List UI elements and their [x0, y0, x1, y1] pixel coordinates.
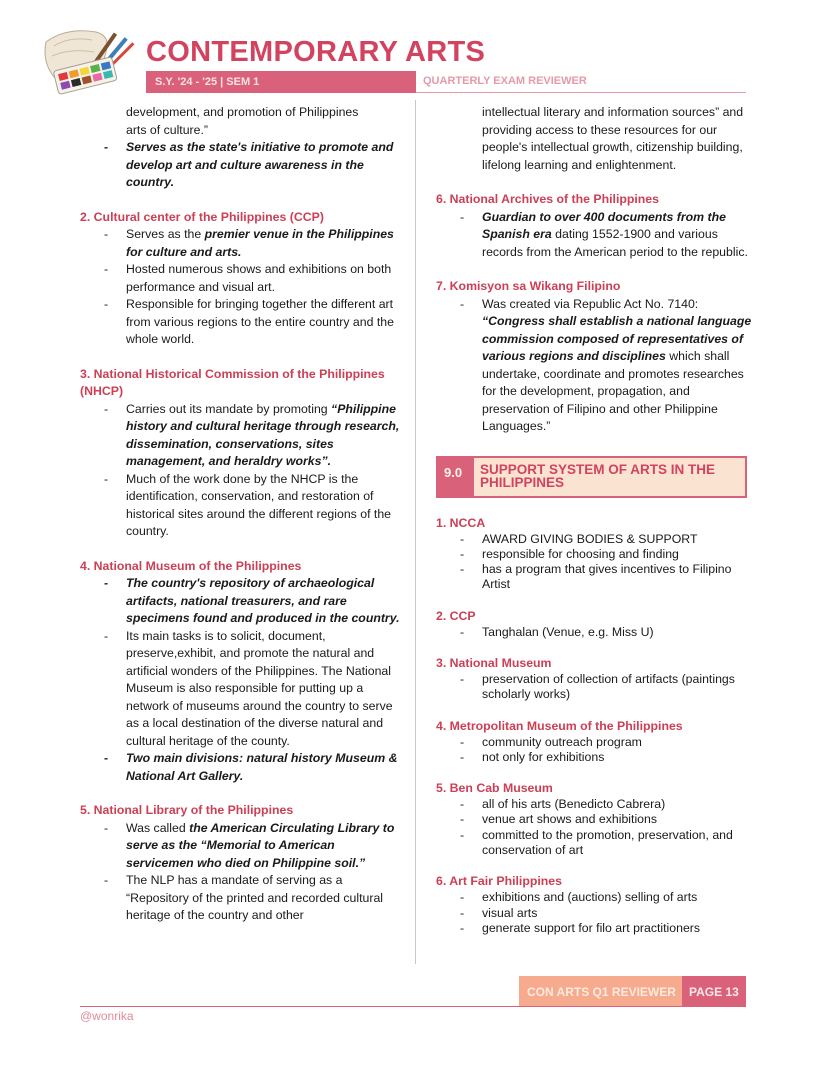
support-heading: 6. Art Fair Philippines — [436, 874, 562, 889]
list-item: - AWARD GIVING BODIES & SUPPORT — [436, 532, 754, 547]
list-item: - Carries out its mandate by promoting “Philippine history and cultural heritage through research, dissemination, conservations, sites management, and heraldry works”. — [80, 401, 400, 471]
section-heading: 5. National Library of the Philippines — [80, 803, 294, 817]
section-banner — [436, 456, 747, 498]
list-item: - Two main divisions: natural history Museum & National Art Gallery. — [80, 750, 400, 785]
support-heading: 1. NCCA — [436, 515, 486, 530]
left-column — [80, 104, 400, 925]
support-heading: 5. Ben Cab Museum — [436, 781, 553, 796]
continued-text: development, and promotion of Philippines arts of culture.” — [126, 105, 359, 137]
column-divider — [415, 100, 416, 964]
section-heading: 3. National Historical Commission of the Philippines (NHCP) — [80, 366, 385, 398]
header-divider — [416, 92, 746, 93]
list-item: - Much of the work done by the NHCP is the identification, conservation, and restoration of historical sites around the different regions of the country. — [80, 471, 400, 541]
section-heading: 6. National Archives of the Philippines — [436, 192, 659, 206]
section-title: SUPPORT SYSTEM OF ARTS IN THE PHILIPPINES — [480, 461, 716, 490]
list-item: - Serves as the premier venue in the Philippines for culture and arts. — [80, 226, 400, 261]
list-item: - The country's repository of archaeological artifacts, national treasurers, and rare specimens found and produced in the country. — [80, 575, 400, 628]
list-item: - Tanghalan (Venue, e.g. Miss U) — [436, 625, 754, 640]
section-heading: 2. Cultural center of the Philippines (CCP) — [80, 209, 324, 224]
list-item: - has a program that gives incentives to Filipino Artist — [436, 562, 754, 593]
page-number: PAGE 13 — [682, 976, 746, 1007]
school-year-band: S.Y. '24 - '25 | SEM 1 — [146, 71, 416, 93]
support-heading: 4. Metropolitan Museum of the Philippines — [436, 718, 683, 733]
list-item: - visual arts — [436, 906, 754, 921]
page-title: CONTEMPORARY ARTS — [146, 36, 486, 68]
footer-divider — [80, 1006, 746, 1007]
continued-text: intellectual literary and information sources” and providing access to these resources for our people's intellectual growth, citizenship building, lifelong learning and enlightenment. — [482, 105, 744, 172]
list-item: - preservation of collection of artifacts (paintings scholarly works) — [436, 672, 754, 703]
section-heading: 4. National Museum of the Philippines — [80, 558, 302, 573]
list-item: - Its main tasks is to solicit, document, preserve,exhibit, and promote the natural and artificial wonders of the Philippines. The National Museum is also responsible for putting up a network of museums around the country to serve as a local destination of the diverse natural and cultural heritage of the county. — [80, 628, 400, 751]
section-number: 9.0 — [436, 456, 474, 498]
list-item: - Responsible for bringing together the different art from various regions to the entire country and the whole world. — [80, 296, 400, 349]
right-column — [436, 104, 754, 936]
list-item: - committed to the promotion, preservation, and conservation of art — [436, 828, 754, 859]
list-item: - community outreach program — [436, 735, 754, 750]
footer-reviewer-tag: CON ARTS Q1 REVIEWER — [519, 976, 682, 1007]
list-item: - exhibitions and (auctions) selling of arts — [436, 890, 754, 905]
list-item: - Guardian to over 400 documents from the Spanish era dating 1552-1900 and various records from the American period to the republic. — [436, 209, 754, 262]
list-item: - not only for exhibitions — [436, 750, 754, 765]
list-item: - The NLP has a mandate of serving as a “Repository of the printed and recorded cultural heritage of the country and other — [80, 872, 400, 925]
list-item: - Hosted numerous shows and exhibitions on both performance and visual art. — [80, 261, 400, 296]
list-item: - all of his arts (Benedicto Cabrera) — [436, 797, 754, 812]
author-handle: @wonrika — [80, 1009, 134, 1023]
list-item: - Serves as the state's initiative to promote and develop art and culture awareness in the country. — [80, 139, 400, 192]
list-item: - Was called the American Circulating Library to serve as the “Memorial to American servicemen who died on Philippine soil.” — [80, 820, 400, 873]
support-heading: 3. National Museum — [436, 655, 552, 670]
support-list — [436, 515, 754, 937]
list-item: - responsible for choosing and finding — [436, 547, 754, 562]
section-heading: 7. Komisyon sa Wikang Filipino — [436, 279, 621, 293]
art-supplies-logo — [36, 22, 144, 100]
list-item: - venue art shows and exhibitions — [436, 812, 754, 827]
list-item: - Was created via Republic Act No. 7140: “Congress shall establish a national language commission composed of representatives of various regions and disciplines which shall undertake, coordinate and promotes researches for the development, propagation, and preservation of Filipino and other Philippine Languages.” — [436, 296, 754, 436]
support-heading: 2. CCP — [436, 608, 476, 623]
list-item: - generate support for filo art practitioners — [436, 921, 754, 936]
reviewer-subtitle: QUARTERLY EXAM REVIEWER — [423, 75, 587, 87]
